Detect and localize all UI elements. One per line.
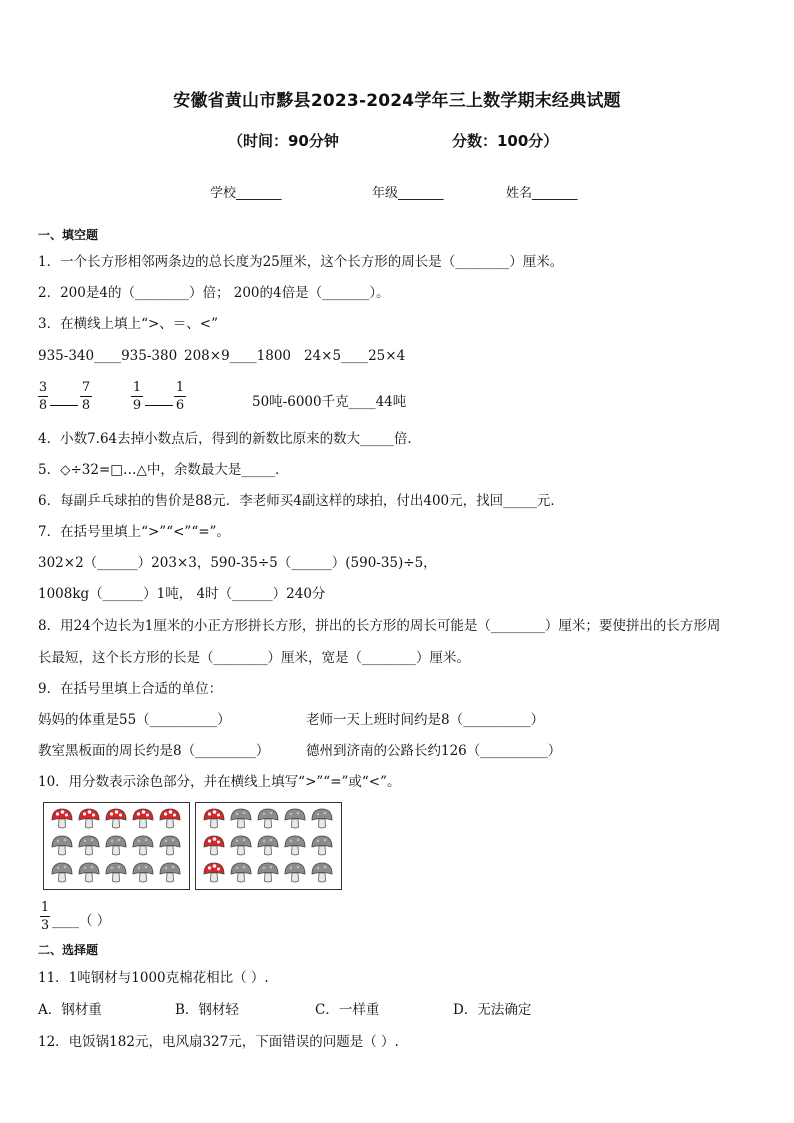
fraction-numerator: 7 — [81, 380, 91, 395]
section-choice-heading: 二、选择题 — [38, 943, 99, 957]
mushroom-icon — [50, 806, 74, 834]
fraction-denominator: 3 — [40, 918, 50, 933]
q9-item-d: 德州到济南的公路长约126（__________） — [306, 743, 562, 759]
fraction-numerator: 1 — [40, 900, 50, 915]
exam-time: （时间：90分钟 — [228, 132, 339, 150]
mushroom-icon — [158, 833, 182, 861]
fraction-numerator: 1 — [175, 380, 185, 395]
grade-field — [372, 182, 444, 201]
q10-figure-left — [43, 802, 190, 890]
grade-blank: _______ — [398, 186, 444, 201]
question-11: 11．1吨钢材与1000克棉花相比（ ）. — [38, 970, 269, 986]
q10-answer-blank: ____（ ） — [52, 913, 111, 929]
mushroom-icon — [131, 860, 155, 888]
mushroom-icon — [256, 833, 280, 861]
mushroom-icon — [310, 833, 334, 861]
q3-compare-3: 24×5____25×4 — [304, 348, 406, 364]
mushroom-icon — [131, 806, 155, 834]
question-8-line-2: 长最短，这个长方形的长是（________）厘米，宽是（________）厘米。 — [38, 650, 470, 666]
mushroom-icon — [229, 833, 253, 861]
q3-compare-2: 208×9____1800 — [184, 348, 292, 364]
q3-fraction-a — [38, 380, 48, 413]
q3-compare-mass: 50吨-6000千克____44吨 — [252, 394, 407, 410]
mushroom-icon — [256, 806, 280, 834]
mushroom-icon — [283, 806, 307, 834]
school-field — [210, 182, 282, 201]
mushroom-icon — [310, 806, 334, 834]
mushroom-icon — [229, 860, 253, 888]
q3-fraction-d — [174, 380, 186, 413]
exam-score: 分数：100分） — [452, 132, 559, 150]
q3-compare-1: 935-340____935-380 — [38, 348, 178, 364]
mushroom-icon — [77, 860, 101, 888]
q11-option-a: A．钢材重 — [38, 1002, 102, 1018]
q3-fraction-blank-1 — [50, 405, 78, 406]
question-1: 1．一个长方形相邻两条边的总长度为25厘米，这个长方形的周长是（________）厘米。 — [38, 254, 564, 270]
question-3: 3．在横线上填上“>、＝、<” — [38, 316, 219, 332]
question-12: 12．电饭锅182元，电风扇327元，下面错误的问题是（ ）. — [38, 1034, 399, 1050]
question-6: 6．每副乒乓球拍的售价是88元．李老师买4副这样的球拍，付出400元，找回_____元． — [38, 493, 564, 509]
question-7: 7．在括号里填上“>”“<”“=”。 — [38, 524, 230, 540]
question-10: 10．用分数表示涂色部分，并在横线上填写“>”“=”或“<”。 — [38, 774, 401, 790]
mushroom-icon — [256, 860, 280, 888]
fraction-numerator: 1 — [132, 380, 142, 395]
mushroom-icon — [158, 860, 182, 888]
mushroom-icon — [104, 860, 128, 888]
fraction-denominator: 9 — [132, 398, 142, 413]
q11-option-d: D．无法确定 — [453, 1002, 532, 1018]
mushroom-icon — [283, 860, 307, 888]
mushroom-icon — [202, 860, 226, 888]
fraction-denominator: 6 — [175, 398, 185, 413]
mushroom-icon — [283, 833, 307, 861]
mushroom-icon — [50, 860, 74, 888]
q11-option-b: B．钢材轻 — [175, 1002, 239, 1018]
mushroom-icon — [202, 833, 226, 861]
name-blank: _______ — [532, 186, 578, 201]
q7-row-2: 1008kg（______）1吨， 4时（______）240分 — [38, 586, 326, 602]
name-field — [506, 182, 578, 201]
q3-fraction-c — [131, 380, 143, 413]
q3-fraction-blank-2 — [145, 405, 173, 406]
fraction-denominator: 8 — [38, 398, 48, 413]
page-title: 安徽省黄山市黟县2023-2024学年三上数学期末经典试题 — [173, 91, 621, 111]
question-8-line-1: 8．用24个边长为1厘米的小正方形拼长方形，拼出的长方形的周长可能是（________）厘米；要使拼出的长方形周 — [38, 618, 721, 634]
q10-figure-right — [195, 802, 342, 890]
question-4: 4．小数7.64去掉小数点后，得到的新数比原来的数大_____倍． — [38, 431, 421, 447]
mushroom-icon — [77, 833, 101, 861]
mushroom-icon — [158, 806, 182, 834]
question-9: 9．在括号里填上合适的单位： — [38, 681, 223, 697]
mushroom-icon — [77, 806, 101, 834]
q7-row-1: 302×2（______）203×3，590-35÷5（______）(590-35)÷5， — [38, 555, 437, 571]
mushroom-icon — [104, 806, 128, 834]
name-label: 姓名 — [506, 186, 533, 201]
q9-item-a: 妈妈的体重是55（__________） — [38, 712, 231, 728]
mushroom-icon — [131, 833, 155, 861]
q3-fraction-b — [80, 380, 92, 413]
fraction-numerator: 3 — [38, 380, 48, 395]
mushroom-icon — [104, 833, 128, 861]
q9-item-c: 教室黑板面的周长约是8（_________） — [38, 743, 270, 759]
section-fill-heading: 一、填空题 — [38, 228, 99, 242]
question-2: 2．200是4的（________）倍； 200的4倍是（_______）。 — [38, 285, 390, 301]
q9-item-b: 老师一天上班时间约是8（__________） — [306, 712, 545, 728]
fraction-denominator: 8 — [81, 398, 91, 413]
q11-option-c: C．一样重 — [315, 1002, 380, 1018]
mushroom-icon — [50, 833, 74, 861]
school-label: 学校 — [210, 186, 237, 201]
mushroom-icon — [202, 806, 226, 834]
school-blank: _______ — [236, 186, 282, 201]
q10-answer-fraction — [40, 900, 50, 933]
mushroom-icon — [229, 806, 253, 834]
question-5: 5．◇÷32=□…△中，余数最大是_____． — [38, 462, 289, 478]
grade-label: 年级 — [372, 186, 399, 201]
mushroom-icon — [310, 860, 334, 888]
